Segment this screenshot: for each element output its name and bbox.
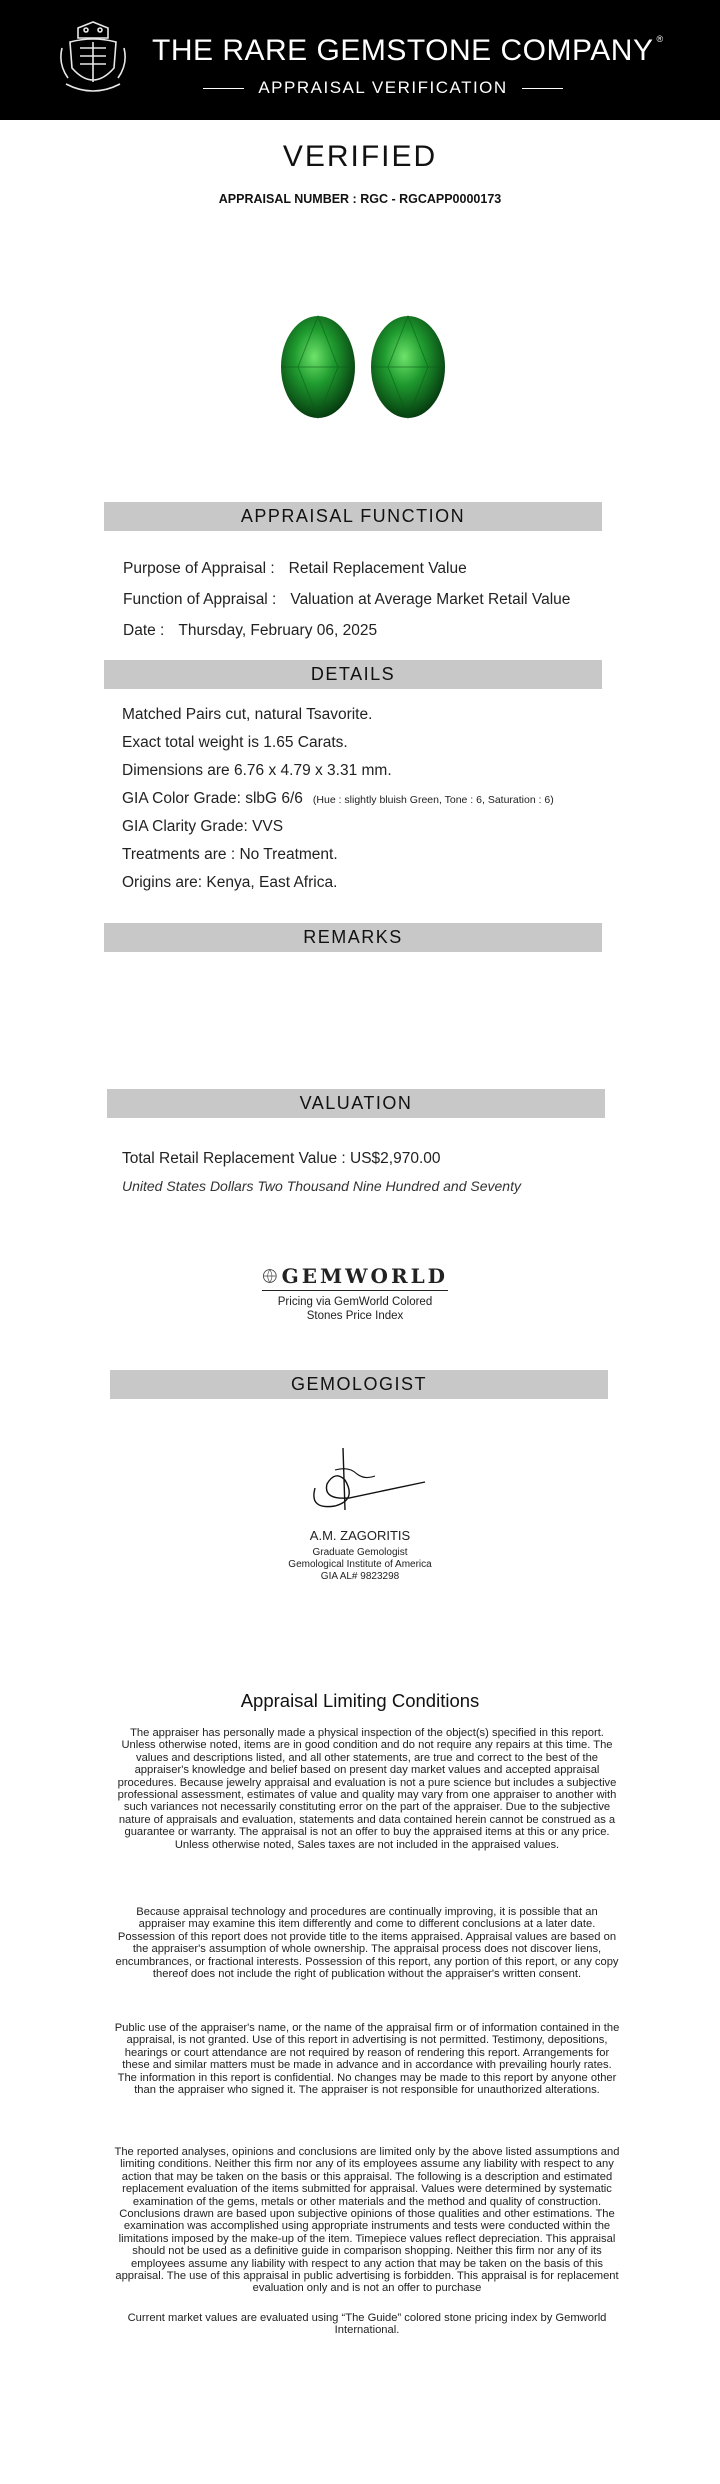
registered-mark: ®	[656, 34, 664, 44]
gemworld-caption-line1: Pricing via GemWorld Colored	[277, 1296, 433, 1308]
purpose-value: Retail Replacement Value	[288, 560, 467, 577]
divider	[522, 88, 563, 89]
signature-image	[305, 1440, 435, 1520]
header-banner	[0, 0, 720, 120]
detail-clarity: GIA Clarity Grade: VVS	[122, 818, 284, 835]
value-in-words: United States Dollars Two Thousand Nine Hundred and Seventy	[122, 1178, 521, 1194]
purpose-row	[123, 560, 467, 578]
function-value: Valuation at Average Market Retail Value	[290, 591, 571, 608]
gemworld-logo	[262, 1263, 448, 1291]
section-remarks: REMARKS	[104, 923, 602, 952]
date-row	[123, 622, 377, 640]
company-name: THE RARE GEMSTONE COMPANY ®	[152, 34, 664, 67]
gemworld-globe-icon	[262, 1265, 278, 1287]
appraisal-verification-subtitle	[203, 78, 563, 98]
appraisal-number: APPRAISAL NUMBER : RGC - RGCAPP0000173	[218, 192, 502, 206]
gemologist-institute: Gemological Institute of America	[288, 1559, 432, 1570]
function-row	[123, 591, 570, 609]
gemstone-pair-photo	[220, 265, 550, 465]
gemworld-caption	[262, 1295, 448, 1323]
detail-origins: Origins are: Kenya, East Africa.	[122, 874, 338, 891]
gemologist-title: Graduate Gemologist	[312, 1547, 408, 1558]
limiting-conditions-paragraph: The appraiser has personally made a physical inspection of the object(s) specified in this report. Unless otherwise noted, items are in good condition and do not require any repairs at this time. The values and descriptions listed, and all other statements, are true and correct to the best of the appraiser's knowledge and belief based on present day market values and accepted appraisal procedures. Because jewelry appraisal and evaluation is not a pure science but includes a subjective professional assessment, estimates of value and quality may vary from one appraiser to another with such variances not necessarily constituting error on the part of the appraiser. Due to the subjective nature of appraisals and evaluation, statements and data contained herein cannot be construed as a guarantee or warranty. The appraisal is not an offer to buy the appraised items at this or any price. Unless otherwise noted, Sales taxes are not included in the appraised values.	[117, 1727, 617, 1851]
section-details: DETAILS	[104, 660, 602, 689]
total-retail-value: Total Retail Replacement Value : US$2,970.00	[122, 1150, 441, 1167]
limiting-conditions-paragraph: Because appraisal technology and procedures are continually improving, it is possible that an appraiser may examine this item differently and come to different conclusions at a later date. Possession of this report does not provide title to the items appraised. Appraisal values are based on the appraiser's assumption of whole ownership. The appraisal process does not discover liens, encumbrances, or fractional interests. Possession of this report, any portion of this report, or any copy thereof does not include the right of publication without the appraiser's written consent.	[115, 1906, 619, 1981]
gemworld-caption-line2: Stones Price Index	[306, 1310, 404, 1322]
gemologist-name: A.M. ZAGORITIS	[309, 1528, 411, 1543]
limiting-conditions-paragraph: The reported analyses, opinions and conclusions are limited only by the above listed assumptions and limiting conditions. Neither this firm nor any of its employees assume any liability with respect to any action that may be taken on the basis or this appraisal. The following is a description and estimated replacement evaluation of the items submitted for appraisal. Values were determined by systematic examination of the gems, metals or other materials and the method and quality of construction. Conclusions drawn are based upon subjective opinions of those qualities and other estimations. The examination was accomplished using appropriate instruments and tests were conducted within the limitations imposed by the make-up of the item. Timepiece values reflect depreciation. This appraisal should not be used as a definitive guide in comparison shopping. Neither this firm nor any of its employees assume any liability with respect to any action that may be taken on the basis of this appraisal. The use of this appraisal in public advertising is forbidden. This appraisal is for replacement evaluation only and is not an offer to purchase	[114, 2146, 620, 2295]
limiting-conditions-paragraph: Current market values are evaluated using “The Guide” colored stone pricing index by Gemworld International.	[127, 2312, 607, 2337]
date-value: Thursday, February 06, 2025	[178, 622, 378, 639]
gemworld-pricing	[262, 1263, 448, 1333]
detail-color-row	[122, 790, 554, 808]
gemologist-id: GIA AL# 9823298	[320, 1571, 400, 1582]
limiting-conditions-paragraph: Public use of the appraiser's name, or the name of the appraisal firm or of information contained in the appraisal, is not granted. Use of this report in advertising is not permitted. Testimony, depositions, hearings or court attendance are not required by reason of rendering this report. Arrangements for these and similar matters must be made in advance and in accordance with prevailing hourly rates. The information in this report is confidential. No changes may be made to this report by anyone other than the appraiser who signed it. The appraiser is not responsible for unauthorized alterations.	[114, 2022, 620, 2097]
limiting-conditions-title: Appraisal Limiting Conditions	[240, 1690, 480, 1711]
detail-color-grade: GIA Color Grade: slbG 6/6	[122, 790, 303, 807]
detail-cut: Matched Pairs cut, natural Tsavorite.	[122, 706, 373, 723]
purpose-label: Purpose of Appraisal :	[123, 560, 275, 577]
detail-treatments: Treatments are : No Treatment.	[122, 846, 338, 863]
gemworld-logo-text: GEMWORLD	[281, 1263, 448, 1288]
detail-weight: Exact total weight is 1.65 Carats.	[122, 734, 348, 751]
section-appraisal-function: APPRAISAL FUNCTION	[104, 502, 602, 531]
section-gemologist: GEMOLOGIST	[110, 1370, 608, 1399]
verified-status: VERIFIED	[282, 140, 438, 173]
date-label: Date :	[123, 622, 165, 639]
section-valuation: VALUATION	[107, 1089, 605, 1118]
detail-dimensions: Dimensions are 6.76 x 4.79 x 3.31 mm.	[122, 762, 392, 779]
detail-color-note: (Hue : slightly bluish Green, Tone : 6, Saturation : 6)	[312, 794, 554, 806]
subtitle-text: APPRAISAL VERIFICATION	[258, 78, 508, 97]
function-label: Function of Appraisal :	[123, 591, 277, 608]
heraldic-crest-icon	[56, 18, 130, 100]
divider	[203, 88, 244, 89]
